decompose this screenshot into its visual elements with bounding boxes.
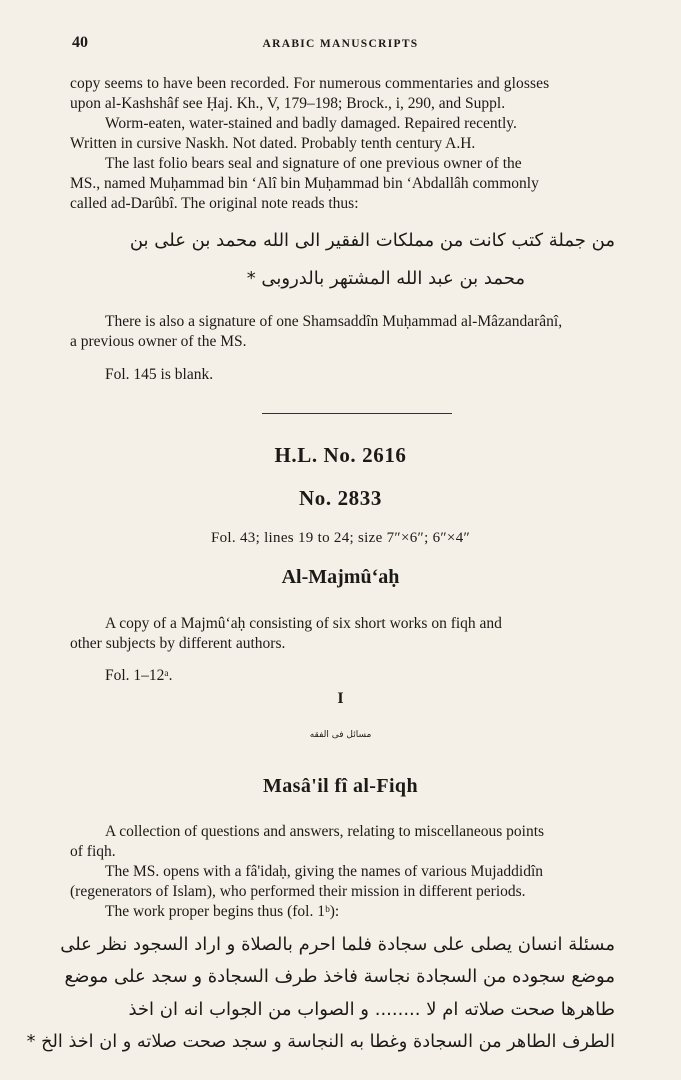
arabic-incipit-line-4: الطرف الطاهر من السجادة وغطا به النجاسة و سجد صحت صلاته و ان اخذ الخ * xyxy=(26,1032,615,1052)
text-line: Fol. 145 is blank. xyxy=(105,366,214,383)
text-line: of fiqh. xyxy=(70,843,116,860)
text-line: Worm-eaten, water-stained and badly damaged. Repaired recently. xyxy=(105,115,517,132)
arabic-incipit-line-3: طاهرها صحت صلاته ام لا ........ و الصواب من الجواب انه ان اخذ xyxy=(128,999,615,1020)
text-line: other subjects by different authors. xyxy=(70,635,286,652)
paragraph-signature xyxy=(70,312,655,352)
arabic-note-line-1: من جملة كتب كانت من مملكات الفقير الى الله محمد بن على بن xyxy=(129,230,615,251)
text-line: (regenerators of Islam), who performed their mission in different periods. xyxy=(70,883,526,900)
section-description xyxy=(70,822,655,922)
paragraph-previous-entry xyxy=(70,74,655,214)
blank-folio-note xyxy=(70,365,655,385)
text-line: A collection of questions and answers, relating to miscellaneous points xyxy=(105,823,545,840)
hl-number-heading: H.L. No. 2616 xyxy=(274,443,407,467)
text-line: a previous owner of the MS. xyxy=(70,333,247,350)
section-numeral: I xyxy=(337,690,344,707)
section-title: Masâ'il fî al-Fiqh xyxy=(263,775,418,797)
arabic-section-title: مسائل فى الفقه xyxy=(309,730,372,740)
text-line: Fol. 1–12ᵃ. xyxy=(105,667,173,684)
text-line: There is also a signature of one Shamsaddîn Muḥammad al-Mâzandarânî, xyxy=(105,313,563,330)
catalog-number-heading: No. 2833 xyxy=(299,486,382,510)
text-line: A copy of a Majmû‘aḥ consisting of six short works on fiqh and xyxy=(105,615,502,632)
arabic-incipit-line-1: مسئلة انسان يصلى على سجادة فلما احرم بالصلاة و اراد السجود نظر على xyxy=(60,934,615,955)
text-line: The MS. opens with a fâ'idaḥ, giving the names of various Mujaddidîn xyxy=(105,863,544,880)
text-line: The work proper begins thus (fol. 1ᵇ): xyxy=(105,903,340,920)
text-line: upon al-Kashshâf see Ḥaj. Kh., V, 179–198; Brock., i, 290, and Suppl. xyxy=(70,95,506,112)
text-line: called ad-Darûbî. The original note reads thus: xyxy=(70,195,359,212)
arabic-note-line-2: محمد بن عبد الله المشتهر بالدروبى * xyxy=(246,268,525,289)
work-description xyxy=(70,614,655,654)
running-title: ARABIC MANUSCRIPTS xyxy=(262,38,419,50)
text-line: copy seems to have been recorded. For numerous commentaries and glosses xyxy=(70,75,550,92)
folio-range xyxy=(70,666,655,686)
section-divider xyxy=(262,413,452,414)
text-line: MS., named Muḥammad bin ‘Alî bin Muḥammad bin ‘Abdallâh commonly xyxy=(70,175,539,192)
page-number: 40 xyxy=(72,34,88,51)
work-title: Al-Majmû‘aḥ xyxy=(281,566,400,588)
text-line: Written in cursive Naskh. Not dated. Probably tenth century A.H. xyxy=(70,135,476,152)
arabic-incipit-line-2: موضع سجوده من السجادة نجاسة فاخذ طرف السجادة و سجد على موضع xyxy=(64,966,615,987)
text-line: The last folio bears seal and signature of one previous owner of the xyxy=(105,155,522,172)
folio-info: Fol. 43; lines 19 to 24; size 7″×6″; 6″×4″ xyxy=(210,530,471,546)
